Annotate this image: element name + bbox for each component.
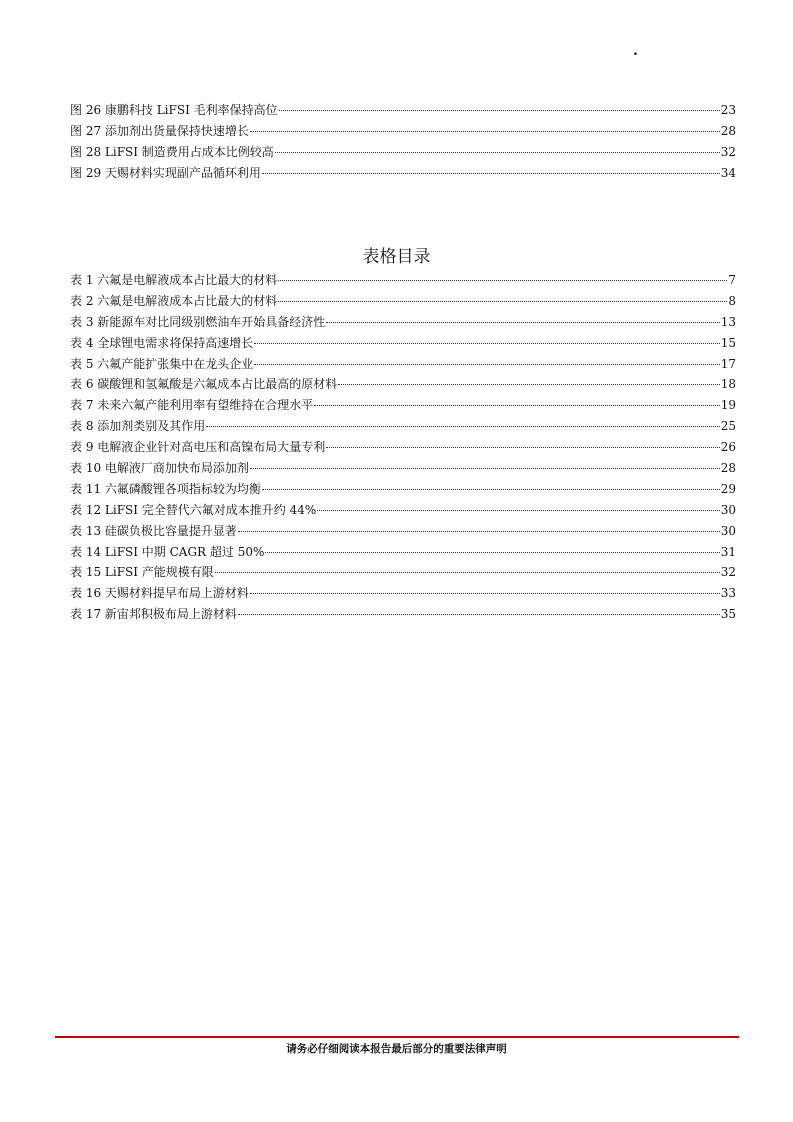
table-toc-entry-page-number: 35: [720, 607, 736, 622]
table-toc-entry-label: 表 3 新能源车对比同级别燃油车开始具备经济性: [70, 314, 326, 329]
table-toc-entry-label: 表 15 LiFSI 产能规模有限: [70, 565, 214, 580]
table-toc-entry-label: 表 1 六氟是电解液成本占比最大的材料: [70, 273, 278, 287]
table-toc-entry-label: 表 6 碳酸锂和氢氟酸是六氟成本占比最高的原材料: [70, 377, 338, 392]
dot-leader: [265, 551, 719, 553]
table-toc-entry-page-number: 30: [720, 523, 736, 538]
table-toc-entry-page-number: 8: [728, 293, 736, 308]
table-toc-entry-page-number: 18: [720, 377, 736, 392]
figure-toc-entry-page-number: 28: [720, 123, 736, 138]
figure-toc-entry[interactable]: [70, 121, 736, 142]
table-toc-entry-page-number: 26: [720, 440, 736, 455]
header-dot-mark: .: [633, 43, 638, 59]
dot-leader: [254, 342, 719, 344]
figure-toc-entry-label: 图 28 LiFSI 制造费用占成本比例较高: [70, 144, 274, 159]
figure-toc-entry[interactable]: [70, 100, 736, 121]
dot-leader: [254, 363, 719, 365]
dot-leader: [250, 130, 720, 132]
table-toc-entry-label: 表 17 新宙邦积极布局上游材料: [70, 607, 237, 622]
table-toc-entry[interactable]: [70, 542, 736, 563]
table-toc-entry[interactable]: [70, 521, 736, 542]
table-toc-entry-page-number: 19: [720, 398, 736, 413]
table-toc-entry[interactable]: [70, 395, 736, 416]
table-toc-entry-label: 表 9 电解液企业针对高电压和高镍布局大量专利: [70, 440, 326, 455]
table-toc-list: [70, 270, 736, 625]
table-toc-entry-page-number: 33: [720, 586, 736, 601]
dot-leader: [215, 571, 720, 573]
table-toc-entry[interactable]: [70, 291, 736, 312]
table-toc-entry[interactable]: [70, 354, 736, 375]
table-toc-entry[interactable]: [70, 270, 736, 291]
dot-leader: [238, 530, 720, 532]
table-toc-entry-page-number: 31: [720, 544, 736, 559]
table-toc-entry[interactable]: [70, 312, 736, 333]
dot-leader: [262, 488, 720, 490]
table-toc-entry[interactable]: [70, 500, 736, 521]
table-toc-entry-label: 表 12 LiFSI 完全替代六氟对成本推升约 44%: [70, 502, 317, 517]
figure-toc-entry[interactable]: [70, 163, 736, 184]
table-toc-entry-label: 表 7 未来六氟产能利用率有望维持在合理水平: [70, 398, 314, 413]
dot-leader: [250, 467, 720, 469]
table-toc-entry-label: 表 13 硅碳负极比容量提升显著: [70, 523, 237, 538]
table-toc-entry-label: 表 11 六氟磷酸锂各项指标较为均衡: [70, 481, 261, 496]
table-toc-entry-page-number: 15: [720, 335, 736, 350]
figure-toc-entry-label: 图 26 康鹏科技 LiFSI 毛利率保持高位: [70, 103, 278, 117]
table-toc-entry[interactable]: [70, 562, 736, 583]
figure-toc-entry-label: 图 27 添加剂出货量保持快速增长: [70, 123, 249, 138]
table-toc-entry-page-number: 29: [720, 481, 736, 496]
table-toc-entry-label: 表 4 全球锂电需求将保持高速增长: [70, 335, 254, 350]
dot-leader: [279, 109, 720, 111]
figure-toc-entry[interactable]: [70, 142, 736, 163]
table-toc-entry[interactable]: [70, 437, 736, 458]
table-toc-entry-page-number: 17: [720, 356, 736, 371]
figure-toc-list: [70, 100, 736, 184]
dot-leader: [275, 151, 720, 153]
table-toc-entry-page-number: 28: [720, 461, 736, 476]
table-toc-entry-page-number: 32: [720, 565, 736, 580]
dot-leader: [314, 404, 719, 406]
table-toc-entry[interactable]: [70, 374, 736, 395]
figure-toc-entry-label: 图 29 天赐材料实现副产品循环利用: [70, 165, 261, 180]
table-toc-entry-page-number: 13: [720, 314, 736, 329]
table-toc-entry-label: 表 2 六氟是电解液成本占比最大的材料: [70, 293, 278, 308]
dot-leader: [262, 172, 720, 174]
dot-leader: [278, 279, 727, 281]
dot-leader: [326, 446, 719, 448]
table-toc-entry-label: 表 8 添加剂类别及其作用: [70, 419, 206, 434]
dot-leader: [206, 425, 719, 427]
figure-toc-entry-page-number: 34: [720, 165, 736, 180]
table-toc-title: 表格目录: [362, 247, 431, 267]
table-toc-entry[interactable]: [70, 583, 736, 604]
table-toc-entry[interactable]: [70, 458, 736, 479]
table-toc-entry[interactable]: [70, 416, 736, 437]
footer-disclaimer: 请务必仔细阅读本报告最后部分的重要法律声明: [286, 1043, 507, 1055]
table-toc-entry-page-number: 25: [720, 419, 736, 434]
dot-leader: [250, 592, 720, 594]
dot-leader: [338, 383, 719, 385]
table-toc-entry-label: 表 10 电解液厂商加快布局添加剂: [70, 461, 249, 476]
dot-leader: [317, 509, 719, 511]
table-toc-entry-label: 表 14 LiFSI 中期 CAGR 超过 50%: [70, 544, 265, 559]
table-toc-entry[interactable]: [70, 333, 736, 354]
dot-leader: [326, 321, 719, 323]
table-toc-entry-label: 表 5 六氟产能扩张集中在龙头企业: [70, 356, 254, 371]
dot-leader: [238, 613, 720, 615]
figure-toc-entry-page-number: 32: [720, 144, 736, 159]
table-toc-entry-page-number: 7: [728, 273, 736, 287]
dot-leader: [278, 300, 727, 302]
table-toc-entry[interactable]: [70, 479, 736, 500]
table-toc-entry[interactable]: [70, 604, 736, 625]
figure-toc-entry-page-number: 23: [720, 103, 736, 117]
table-toc-entry-page-number: 30: [720, 502, 736, 517]
table-toc-entry-label: 表 16 天赐材料提早布局上游材料: [70, 586, 249, 601]
footer-rule: [55, 1036, 739, 1038]
